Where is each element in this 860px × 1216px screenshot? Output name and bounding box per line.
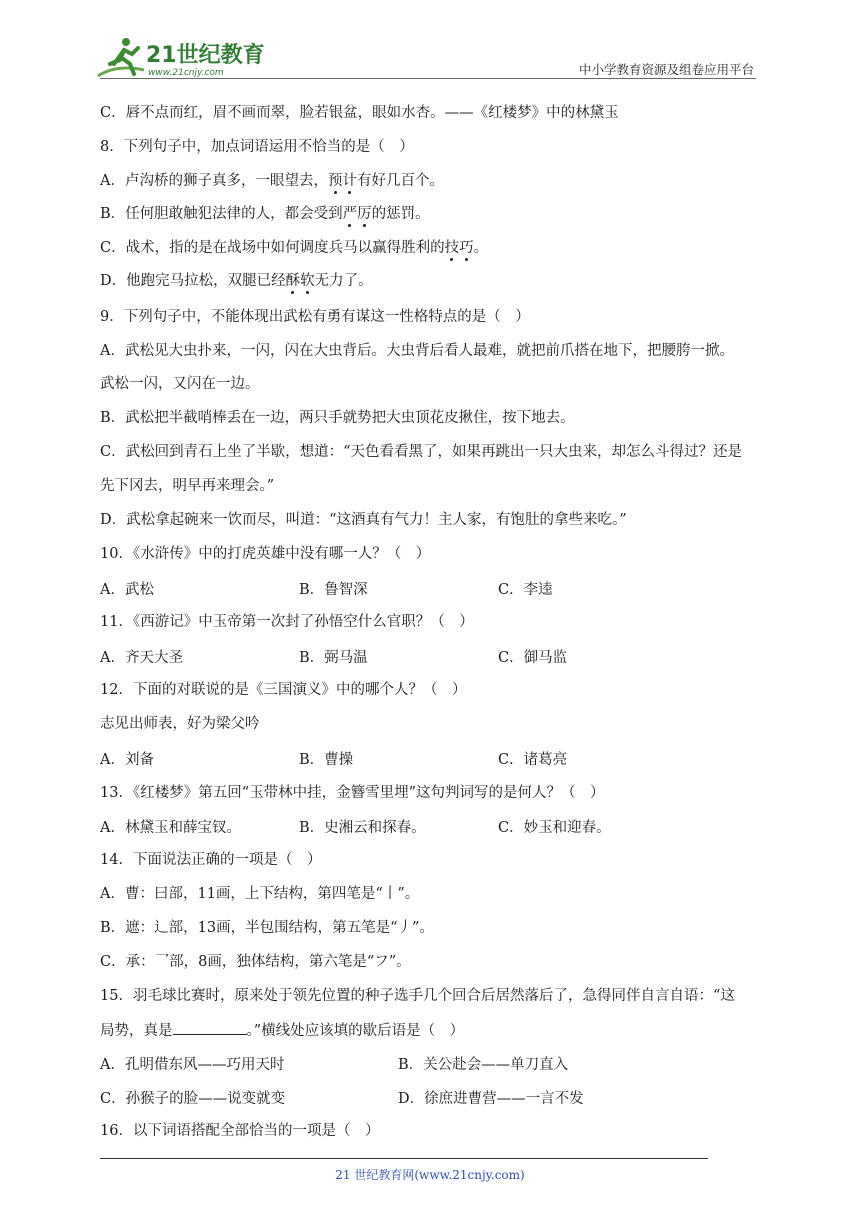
q10-option-b: B．鲁智深: [299, 582, 368, 598]
q8-option-b: [100, 204, 430, 224]
q9-option-a-line1: A．武松见大虫扑来，一闪，闪在大虫背后。大虫背后看人最难，就把前爪搭在地下，把腰胯一掀。: [100, 343, 734, 359]
q8c-text-end: 。: [473, 240, 489, 256]
dotted-char: 厉: [357, 206, 372, 222]
q15-option-a: A．孔明借东风——巧用天时: [100, 1057, 285, 1073]
q11-option-c: C．御马监: [498, 650, 568, 666]
q13-option-b: B．史湘云和探春。: [299, 820, 426, 836]
site-logo[interactable]: [96, 34, 266, 80]
q8a-text-end: 有好几百个。: [356, 173, 444, 189]
page-header: [0, 0, 860, 82]
q8b-text-end: 的惩罚。: [371, 206, 430, 222]
q15-option-c: C．孙猴子的脸——说变就变: [100, 1091, 286, 1107]
header-divider: [100, 78, 756, 79]
q14-option-b: B．遮：辶部，13画，半包围结构，第五笔是“丿”。: [100, 920, 434, 936]
q12-stem: 12．下面的对联说的是《三国演义》中的哪个人？（ ）: [100, 682, 467, 698]
platform-name: 中小学教育资源及组卷应用平台: [578, 62, 754, 77]
dotted-char: 软: [300, 273, 315, 289]
q9-stem: 9．下列句子中，不能体现出武松有勇有谋这一性格特点的是（ ）: [100, 309, 530, 325]
q13-stem: 13．《红楼梦》第五回“玉带林中挂，金簪雪里埋”这句判词写的是何人？（ ）: [100, 785, 605, 801]
q15-stem-line2: [100, 1020, 464, 1041]
q16-stem: 16．以下词语搭配全部恰当的一项是（ ）: [100, 1123, 380, 1139]
q7-option-c: C．唇不点而红，眉不画而翠，脸若银盆，眼如水杏。——《红楼梦》中的林黛玉: [100, 105, 619, 121]
answer-blank: [173, 1020, 247, 1035]
q14-option-a: A．曹：曰部，11画，上下结构，第四笔是“丨”。: [100, 886, 420, 902]
q8d-text-end: 无力了。: [314, 273, 373, 289]
q14-stem: 14．下面说法正确的一项是（ ）: [100, 852, 322, 868]
q8-option-d: [100, 271, 373, 291]
q8-stem: 8．下列句子中，加点词语运用不恰当的是（ ）: [100, 139, 414, 155]
q9-option-b: B．武松把半截哨棒丢在一边，两只手就势把大虫顶花皮揪住，按下地去。: [100, 410, 575, 426]
dotted-char: 计: [342, 173, 357, 189]
page-footer[interactable]: 21 世纪教育网(www.21cnjy.com): [335, 1168, 525, 1182]
q15-option-d: D．徐庶进曹营——一言不发: [398, 1091, 584, 1107]
logo-url: www.21cnjy.com: [148, 68, 224, 78]
q13-option-c: C．妙玉和迎春。: [498, 820, 611, 836]
dotted-char: 严: [342, 206, 358, 222]
q12-couplet: 志见出师表，好为梁父吟: [100, 716, 260, 732]
q15-stem-line1: 15．羽毛球比赛时，原来处于领先位置的种子选手几个回合后居然落后了，急得同伴自言自语：“这: [100, 988, 735, 1004]
dotted-char: 巧: [459, 240, 474, 256]
q8-option-c: [100, 238, 488, 258]
q8d-text: D．他跑完马拉松，双腿已经: [100, 273, 286, 289]
runner-logo-icon: [96, 34, 266, 80]
q8a-text: A．卢沟桥的狮子真多，一眼望去，: [100, 173, 328, 189]
q9-option-d: D．武松拿起碗来一饮而尽，叫道：“这酒真有气力！主人家，有饱肚的拿些来吃。”: [100, 512, 627, 528]
logo-text: 21世纪教育: [146, 43, 265, 68]
q8b-text: B．任何胆敢触犯法律的人，都会受到: [100, 206, 343, 222]
q13-option-a: A．林黛玉和薛宝钗。: [100, 820, 241, 836]
q9-option-c-line1: C．武松回到青石上坐了半歇，想道：“天色看看黑了，如果再跳出一只大虫来，却怎么斗得过？还是: [100, 444, 743, 460]
q15-text-end: 。”横线处应该填的歇后语是（ ）: [246, 1023, 465, 1039]
q11-stem: 11．《西游记》中玉帝第一次封了孙悟空什么官职？（ ）: [100, 614, 474, 630]
q15-option-b: B．关公赴会——单刀直入: [398, 1057, 569, 1073]
q12-option-b: B．曹操: [299, 752, 354, 768]
footer-divider: [100, 1158, 708, 1159]
q9-option-c-line2: 先下冈去，明早再来理会。”: [100, 478, 275, 494]
q8c-text: C．战术，指的是在战场中如何调度兵马以赢得胜利的: [100, 240, 445, 256]
q14-option-c: C．承：乛部，8画，独体结构，第六笔是“フ”。: [100, 954, 411, 970]
dotted-char: 预: [327, 173, 343, 189]
dotted-char: 酥: [285, 273, 301, 289]
q12-option-a: A．刘备: [100, 752, 154, 768]
q11-option-b: B．弼马温: [299, 650, 368, 666]
q10-option-c: C．李逵: [498, 582, 553, 598]
q15-text: 局势，真是: [100, 1023, 173, 1039]
q10-stem: 10．《水浒传》中的打虎英雄中没有哪一人？（ ）: [100, 546, 431, 562]
q12-option-c: C．诸葛亮: [498, 752, 568, 768]
q9-option-a-line2: 武松一闪，又闪在一边。: [100, 376, 260, 392]
q10-option-a: A．武松: [100, 582, 154, 598]
q11-option-a: A．齐天大圣: [100, 650, 183, 666]
dotted-char: 技: [444, 240, 460, 256]
q8-option-a: [100, 171, 444, 191]
